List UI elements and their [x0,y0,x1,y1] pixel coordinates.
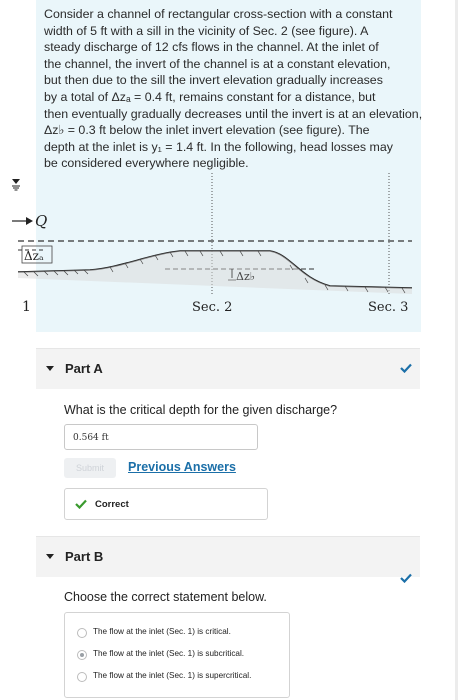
problem-line: then eventually gradually decreases until the invert is at an elevation, [44,106,423,121]
problem-line: Consider a channel of rectangular cross-section with a constant [44,7,393,21]
dz-a-label: Δzₐ [24,249,44,263]
channel-sill-figure [0,168,458,330]
option-label: The flow at the inlet (Sec. 1) is critical. [93,627,231,636]
dz-b-label: Δz♭ [236,270,255,283]
part-a-title: Part A [65,361,103,376]
sec3-label: Sec. 3 [368,300,409,315]
part-b-title: Part B [65,549,104,564]
correct-check-icon [75,499,87,509]
answer-input[interactable]: 0.564 ft [64,424,258,450]
flow-label: Q [35,212,48,230]
feedback-label: Correct [95,499,129,510]
part-a-question: What is the critical depth for the given discharge? [64,403,338,417]
options-list [64,612,290,698]
radio-button[interactable] [77,628,87,638]
collapse-caret-icon[interactable] [46,366,54,371]
collapse-caret-icon[interactable] [46,554,54,559]
problem-line: steady discharge of 12 cfs flows in the channel. At the inlet of [44,40,379,55]
part-a-header[interactable] [36,348,420,389]
sec2-label: Sec. 2 [192,300,233,315]
part-b-header[interactable] [36,536,420,577]
radio-button[interactable] [77,672,87,682]
problem-line: Δz♭ = 0.3 ft below the inlet invert elevation (see figure). The [44,123,370,138]
problem-line: depth at the inlet is y₁ = 1.4 ft. In the following, head losses may [44,139,393,154]
feedback-box [64,488,268,520]
water-surface-icon [12,179,20,190]
problem-line: width of 5 ft with a sill in the vicinity of Sec. 2 (see figure). A [44,23,369,38]
problem-line: the channel, the invert of the channel is at a constant elevation, [44,56,391,71]
problem-line: by a total of Δzₐ = 0.4 ft, remains constant for a distance, but [44,89,376,104]
flow-arrow-icon [12,217,33,225]
problem-line: but then due to the sill the invert elevation gradually increases [44,73,383,88]
submit-button[interactable]: Submit [64,458,116,478]
option-label: The flow at the inlet (Sec. 1) is subcritical. [93,649,245,658]
problem-text [44,6,439,172]
part-b-question: Choose the correct statement below. [64,590,267,604]
problem-line: be considered everywhere negligible. [44,156,249,171]
sec1-label: 1 [22,299,31,315]
radio-button[interactable] [77,650,87,660]
complete-check-icon [400,363,412,373]
complete-check-icon [400,573,412,583]
option-label: The flow at the inlet (Sec. 1) is supercritical. [93,671,252,680]
previous-answers-link[interactable]: Previous Answers [128,460,236,474]
